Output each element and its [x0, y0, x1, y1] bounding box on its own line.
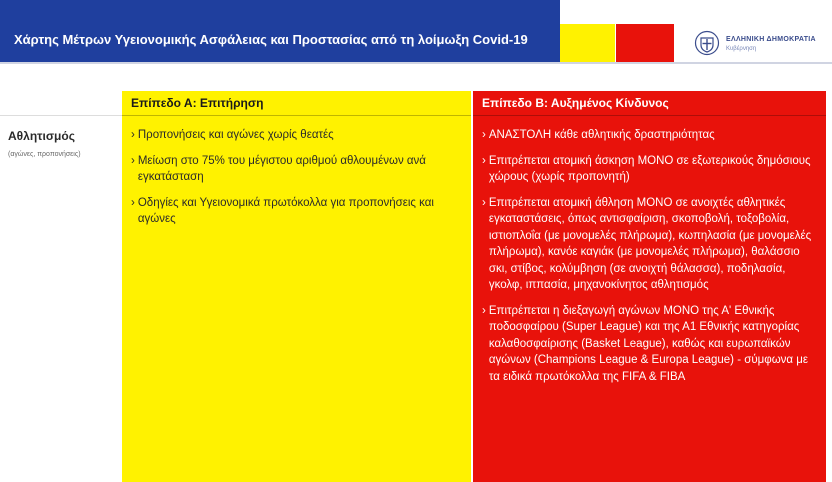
- list-item: [482, 127, 820, 144]
- bullet-icon: ›: [131, 154, 135, 167]
- list-item: [131, 153, 465, 186]
- level-b-title: Επίπεδο Β: Αυξημένος Κίνδυνος: [482, 96, 669, 110]
- yellow-level-swatch: [560, 24, 615, 62]
- level-b-header: [473, 91, 826, 116]
- government-subtitle: Κυβέρνηση: [726, 46, 757, 52]
- bullet-icon: ›: [482, 154, 486, 167]
- level-b-items: [482, 127, 820, 394]
- list-item: [482, 303, 820, 386]
- list-item-text: Επιτρέπεται η διεξαγωγή αγώνων ΜΟΝΟ της Α' Εθνικής ποδοσφαίρου (Super League) και της Α1 Εθνικής κατηγορίας καλαθοσφαίρισης (Basket League), καθώς και ευρωπαϊκών αγώνων (Champions League & Europa League) - σύμφωνα με τα ειδικά πρωτόκολλα της FIFA & FIBA: [488, 304, 809, 383]
- list-item-text: Επιτρέπεται ατομική άσκηση ΜΟΝΟ σε εξωτερικούς δημόσιους χώρους (χωρίς προπονητή): [488, 154, 811, 183]
- list-item: [131, 127, 465, 144]
- coat-of-arms-icon: [694, 30, 720, 56]
- level-a-title: Επίπεδο Α: Επιτήρηση: [131, 96, 264, 110]
- row-label: Αθλητισμός: [8, 129, 75, 143]
- bullet-icon: ›: [131, 129, 135, 141]
- government-name: ΕΛΛΗΝΙΚΗ ΔΗΜΟΚΡΑΤΙΑ: [726, 36, 816, 43]
- list-item-text: Επιτρέπεται ατομική άθληση ΜΟΝΟ σε ανοιχτές αθλητικές εγκαταστάσεις, όπως αντισφαίριση, σκοποβολή, τοξοβολία, ιστιοπλοΐα (με μονομελές πλήρωμα), κωπηλασία (με μονομελές πλήρωμα), κανόε καγιάκ (με μονομελές πλήρωμα), θαλάσσιο σκι, στίβος, κολύμβηση (σε ανοιχτή θάλασσα), ποδηλασία, γκολφ, ιππασία, μηχανοκίνητος αθλητισμός: [488, 196, 812, 291]
- row-sublabel: (αγώνες, προπονήσεις): [8, 151, 81, 158]
- list-item: [482, 153, 820, 186]
- bullet-icon: ›: [482, 129, 486, 141]
- list-item-text: Προπονήσεις και αγώνες χωρίς θεατές: [137, 129, 334, 141]
- title-bar: [0, 0, 560, 62]
- bullet-icon: ›: [482, 304, 486, 317]
- bullet-icon: ›: [482, 196, 486, 209]
- level-a-items: [131, 127, 465, 237]
- level-a-header: [122, 91, 471, 116]
- level-b-column: [473, 91, 826, 482]
- list-item-text: ΑΝΑΣΤΟΛΗ κάθε αθλητικής δραστηριότητας: [488, 129, 715, 141]
- list-item: [482, 195, 820, 294]
- level-a-column: [122, 91, 471, 482]
- list-item-text: Οδηγίες και Υγειονομικά πρωτόκολλα για προπονήσεις και αγώνες: [137, 196, 434, 225]
- list-item: [131, 195, 465, 228]
- bullet-icon: ›: [131, 196, 135, 209]
- row-divider: [0, 115, 122, 116]
- red-level-swatch: [616, 24, 674, 62]
- list-item-text: Μείωση στο 75% του μέγιστου αριθμού αθλουμένων ανά εγκατάσταση: [137, 154, 426, 183]
- header-divider: [0, 62, 832, 64]
- header: [0, 0, 832, 62]
- page-title: Χάρτης Μέτρων Υγειονομικής Ασφάλειας και Προστασίας από τη λοίμωξη Covid-19: [14, 32, 528, 47]
